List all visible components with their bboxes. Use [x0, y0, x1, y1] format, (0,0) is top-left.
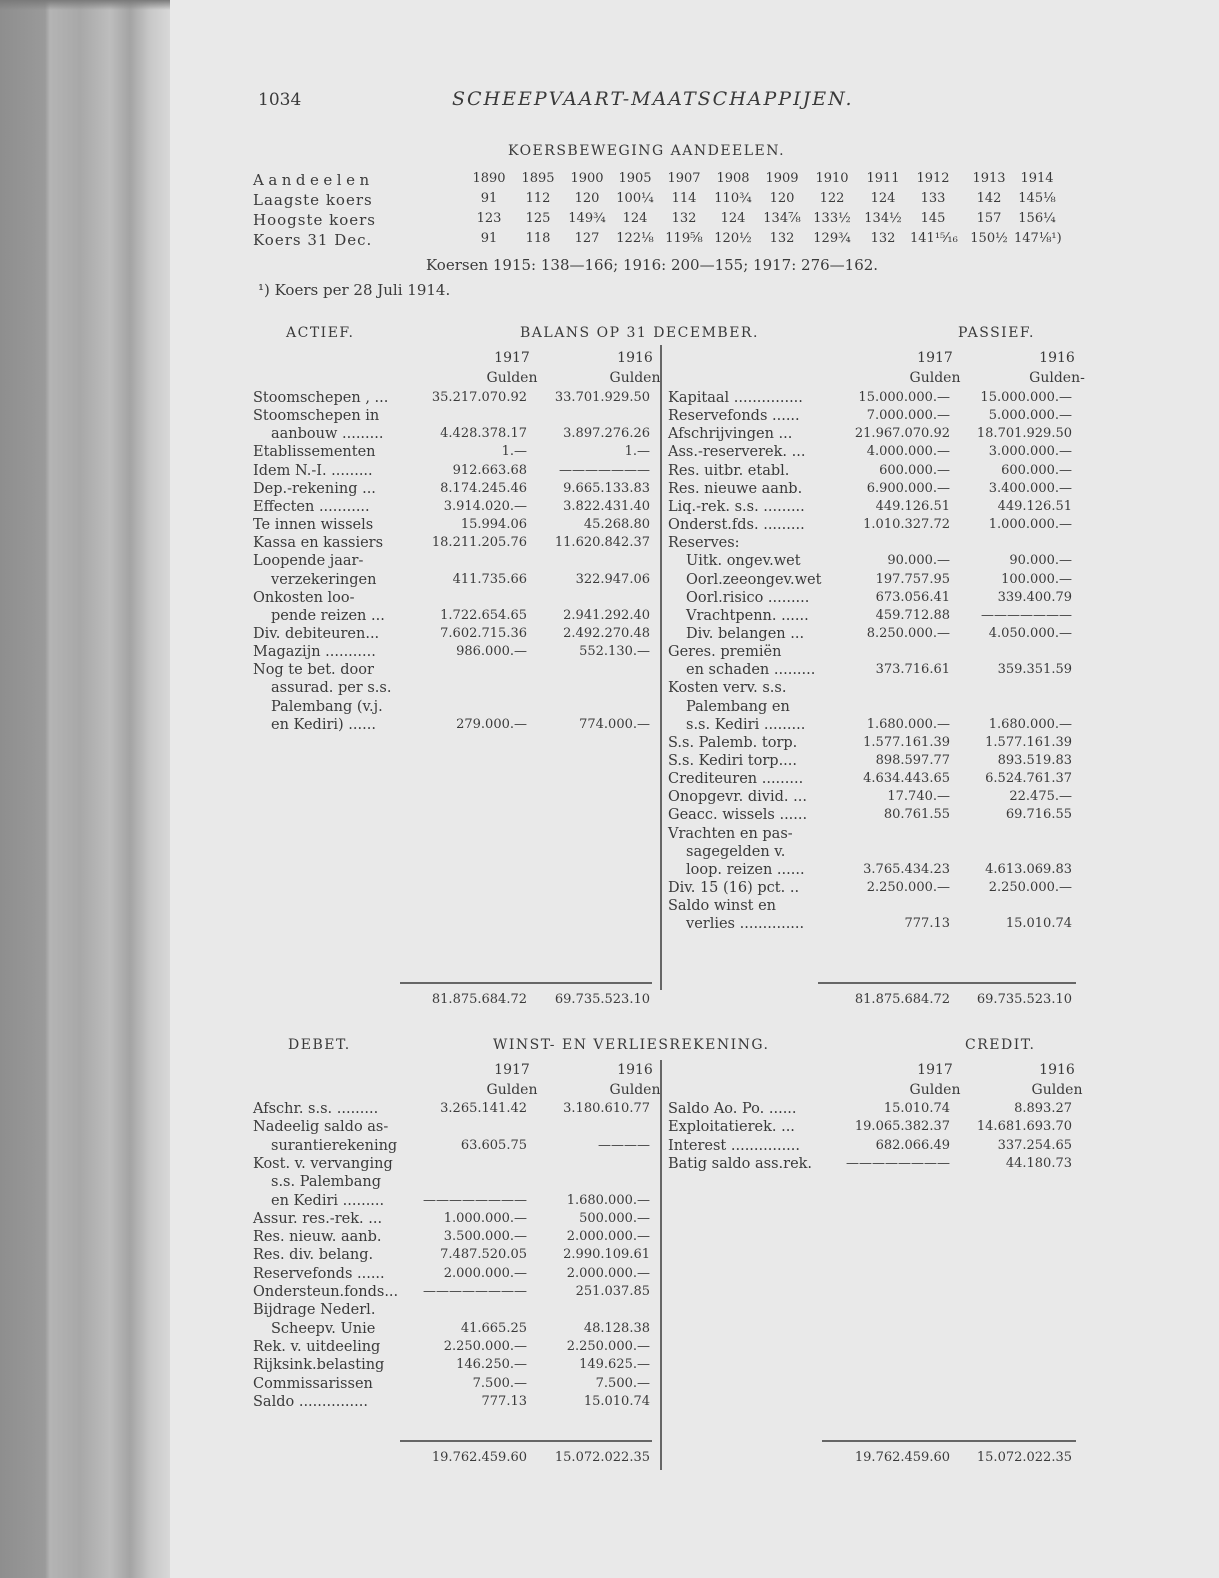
- ledger-label: Crediteuren .........: [668, 771, 804, 788]
- ledger-amount-1916: 3.897.276.26: [563, 426, 650, 442]
- winst-verlies-title: WINST- EN VERLIESREKENING.: [493, 1037, 770, 1053]
- ledger-amount-1916: 18.701.929.50: [976, 426, 1072, 442]
- koers-cell: 132: [870, 231, 896, 246]
- ledger-amount-1917: 373.716.61: [875, 662, 950, 678]
- ledger-amount-1916: 2.941.292.40: [563, 607, 650, 623]
- ledger-label: Res. nieuwe aanb.: [668, 480, 803, 497]
- ledger-amount-1916: 15.000.000.—: [980, 390, 1072, 405]
- ledger-amount-1917: 6.900.000.—: [866, 480, 950, 496]
- ledger-amount-1916: 8.893.27: [1014, 1101, 1072, 1116]
- ledger-label: Interest ...............: [668, 1137, 801, 1154]
- ledger-amount-1917: 35.217.070.92: [431, 390, 527, 405]
- ledger-label: Res. nieuw. aanb.: [253, 1229, 382, 1246]
- balans-left-total-rule: [400, 982, 652, 984]
- ledger-amount-1917: 3.765.434.23: [863, 861, 950, 877]
- ledger-label: Kassa en kassiers: [253, 535, 384, 552]
- ledger-label: assurad. per s.s.: [271, 680, 392, 697]
- ledger-amount-1916: 449.126.51: [997, 498, 1072, 514]
- ledger-amount-1917: 898.597.77: [875, 753, 950, 768]
- ledger-amount-1917: 197.757.95: [875, 571, 950, 587]
- column-unit: Gulden: [1031, 1082, 1083, 1098]
- ledger-amount-1917: 3.265.141.42: [440, 1101, 527, 1116]
- koers-cell: 1911: [866, 171, 900, 186]
- column-unit: Gulden-: [1029, 370, 1085, 386]
- ledger-label: sagegelden v.: [686, 843, 786, 860]
- ledger-amount-1917: 7.500.—: [472, 1375, 527, 1391]
- ledger-amount-1917: 3.500.000.—: [443, 1229, 527, 1245]
- ledger-label: Kapitaal ...............: [668, 390, 803, 406]
- column-unit: Gulden: [909, 1082, 961, 1098]
- ledger-amount-1916: 1.—: [624, 444, 650, 460]
- ledger-amount-1916: 2.000.000.—: [566, 1265, 650, 1281]
- column-year: 1916: [1039, 1062, 1075, 1078]
- koers-cell: 100¼: [616, 191, 654, 206]
- ledger-amount-1916: 7.500.—: [595, 1375, 650, 1391]
- ledger-amount-1916: 1.577.161.39: [985, 734, 1072, 750]
- koers-cell: 132: [769, 231, 795, 246]
- ledger-label: Saldo winst en: [668, 898, 777, 915]
- ledger-label: S.s. Palemb. torp.: [668, 734, 798, 751]
- ledger-label: Liq.-rek. s.s. .........: [668, 498, 805, 515]
- ledger-label: Bijdrage Nederl.: [253, 1302, 376, 1319]
- ledger-label: S.s. Kediri torp....: [668, 753, 798, 769]
- koers-cell: 123: [476, 211, 502, 226]
- ledger-amount-1917: 90.000.—: [887, 553, 950, 569]
- koers-cell: 119⅝: [665, 231, 703, 246]
- column-header-winst_verlies-0: [890, 1060, 980, 1100]
- ledger-amount-1916: 251.037.85: [575, 1284, 650, 1299]
- koers-cell: 133½: [813, 211, 851, 226]
- koers-footnote: ¹) Koers per 28 Juli 1914.: [258, 281, 451, 299]
- ledger-amount-1916: 3.822.431.40: [563, 498, 650, 514]
- koers-cell: 112: [525, 191, 551, 206]
- ledger-amount-1916: 90.000.—: [1009, 553, 1072, 569]
- ledger-label: verzekeringen: [271, 571, 377, 588]
- ledger-amount-1916: 2.000.000.—: [566, 1229, 650, 1245]
- ledger-amount-1916: 2.492.270.48: [563, 625, 650, 641]
- ledger-label: Geres. premiën: [668, 644, 782, 661]
- ledger-amount-1916: 3.400.000.—: [988, 480, 1072, 496]
- total-amount-1916: 15.072.022.35: [976, 1450, 1072, 1465]
- ledger-amount-1917: 777.13: [904, 916, 950, 932]
- koers-cell: 124: [622, 211, 648, 226]
- ledger-amount-1916: 600.000.—: [1001, 462, 1072, 478]
- ledger-amount-1916: ———————: [559, 462, 650, 478]
- ledger-amount-1917: 600.000.—: [879, 462, 950, 478]
- balans-divider: [660, 345, 662, 990]
- ledger-amount-1917: 459.712.88: [875, 607, 950, 623]
- ledger-label: Reservefonds ......: [253, 1265, 385, 1282]
- ledger-amount-1917: 4.428.378.17: [440, 426, 527, 442]
- koers-cell: 141¹⁵⁄₁₆: [910, 231, 958, 246]
- ledger-label: Palembang en: [686, 698, 790, 715]
- koers-cell: 122⅛: [616, 231, 654, 246]
- koers-cell: 132: [671, 211, 697, 226]
- total-amount-1916: 69.735.523.10: [554, 992, 650, 1007]
- ledger-label: Onkosten loo-: [253, 589, 355, 606]
- ledger-label: Res. div. belang.: [253, 1247, 374, 1264]
- koers-cell: 122: [819, 191, 845, 206]
- ledger-label: Ondersteun.fonds...: [253, 1284, 399, 1300]
- koers-cell: 134⅞: [763, 211, 801, 226]
- column-unit: Gulden: [486, 1082, 538, 1098]
- ledger-amount-1916: 337.254.65: [997, 1137, 1072, 1153]
- ledger-amount-1917: 15.000.000.—: [858, 390, 950, 405]
- column-header-winst_verlies-1: [590, 1060, 680, 1100]
- ledger-amount-1916: 4.050.000.—: [988, 625, 1072, 641]
- row-label: Aandeelen: [253, 171, 374, 189]
- ledger-label: Nadeelig saldo as-: [253, 1119, 389, 1136]
- wv-left-total-rule: [400, 1440, 652, 1442]
- koers-cell: 1910: [815, 171, 849, 186]
- ledger-amount-1916: 100.000.—: [1001, 571, 1072, 587]
- ledger-amount-1916: 15.010.74: [583, 1393, 650, 1409]
- column-header-winst_verlies-1: [1012, 1060, 1102, 1100]
- ledger-label: Geacc. wissels ......: [668, 807, 808, 824]
- row-label: Hoogste koers: [253, 211, 376, 229]
- koers-cell: 91: [480, 191, 498, 206]
- ledger-label: Afschrijvingen ...: [668, 426, 793, 443]
- ledger-amount-1916: 2.250.000.—: [566, 1338, 650, 1354]
- ledger-label: Ass.-reserverek. ...: [668, 444, 806, 461]
- winst-verlies-divider: [660, 1060, 662, 1470]
- ledger-amount-1917: 912.663.68: [452, 462, 527, 478]
- koers-cell: 127: [574, 231, 600, 246]
- ledger-amount-1917: 2.250.000.—: [866, 880, 950, 896]
- koers-cell: 133: [920, 191, 946, 206]
- ledger-amount-1917: 1.010.327.72: [863, 517, 950, 533]
- ledger-label: Rek. v. uitdeeling: [253, 1338, 381, 1355]
- ledger-label: Scheepv. Unie: [271, 1320, 376, 1337]
- ledger-amount-1917: 673.056.41: [875, 589, 950, 605]
- ledger-label: Oorl.risico .........: [686, 589, 810, 606]
- koers-cell: 120½: [714, 231, 752, 246]
- ledger-amount-1917: 3.914.020.—: [443, 498, 527, 514]
- ledger-label: Div. 15 (16) pct. ..: [668, 880, 800, 897]
- ledger-label: Etablissementen: [253, 444, 376, 461]
- ledger-amount-1917: 19.065.382.37: [854, 1119, 950, 1135]
- ledger-label: verlies ..............: [686, 916, 805, 933]
- ledger-amount-1916: 14.681.693.70: [976, 1119, 1072, 1135]
- ledger-label: Onderst.fds. .........: [668, 517, 805, 534]
- ledger-amount-1917: ————————: [423, 1192, 527, 1208]
- row-label: Laagste koers: [253, 191, 373, 209]
- koers-cell: 142: [976, 191, 1002, 206]
- column-year: 1917: [917, 350, 953, 366]
- koers-cell: 156¼: [1018, 211, 1056, 226]
- ledger-amount-1917: 15.994.06: [460, 517, 527, 533]
- koers-cell: 120: [574, 191, 600, 206]
- ledger-amount-1916: 1.000.000.—: [988, 517, 1072, 533]
- column-year: 1916: [617, 350, 653, 366]
- ledger-amount-1916: 774.000.—: [579, 716, 650, 732]
- ledger-amount-1917: 1.577.161.39: [863, 734, 950, 750]
- ledger-amount-1916: 552.130.—: [579, 644, 650, 660]
- ledger-amount-1917: 2.000.000.—: [443, 1265, 527, 1281]
- ledger-amount-1917: ————————: [423, 1284, 527, 1299]
- wv-right-total-rule: [822, 1440, 1076, 1442]
- koersen-note: Koersen 1915: 138—166; 1916: 200—155; 1917: 276—162.: [426, 256, 879, 274]
- ledger-amount-1917: 682.066.49: [875, 1137, 950, 1153]
- koers-cell: 125: [525, 211, 551, 226]
- koers-cell: 1914: [1020, 171, 1054, 186]
- ledger-label: Saldo Ao. Po. ......: [668, 1101, 797, 1117]
- ledger-amount-1917: 63.605.75: [460, 1137, 527, 1153]
- ledger-label: Rijksink.belasting: [253, 1357, 385, 1374]
- ledger-amount-1917: 17.740.—: [887, 789, 950, 805]
- ledger-amount-1917: 80.761.55: [883, 807, 950, 823]
- ledger-label: Div. debiteuren...: [253, 625, 380, 642]
- ledger-amount-1917: 7.487.520.05: [440, 1247, 527, 1263]
- ledger-label: en Kediri .........: [271, 1192, 385, 1209]
- ledger-amount-1917: 1.—: [501, 444, 527, 460]
- ledger-amount-1916: 48.128.38: [583, 1320, 650, 1336]
- ledger-amount-1916: ————: [598, 1137, 650, 1153]
- ledger-amount-1916: 15.010.74: [1005, 916, 1072, 932]
- actief-title: ACTIEF.: [286, 325, 355, 341]
- ledger-amount-1916: 4.613.069.83: [985, 861, 1072, 877]
- column-year: 1916: [617, 1062, 653, 1078]
- koers-cell: 114: [671, 191, 697, 206]
- ledger-amount-1916: 2.250.000.—: [988, 880, 1072, 896]
- ledger-label: surantierekening: [271, 1137, 398, 1154]
- ledger-amount-1917: 8.250.000.—: [866, 625, 950, 641]
- ledger-label: Uitk. ongev.wet: [686, 553, 801, 570]
- total-amount-1917: 81.875.684.72: [431, 992, 527, 1007]
- ledger-label: Loopende jaar-: [253, 553, 364, 570]
- koers-cell: 150½: [970, 231, 1008, 246]
- koers-cell: 1895: [521, 171, 555, 186]
- ledger-amount-1917: 146.250.—: [456, 1357, 527, 1373]
- ledger-amount-1916: 2.990.109.61: [563, 1247, 650, 1263]
- running-head: SCHEEPVAART-MAATSCHAPPIJEN.: [452, 88, 854, 110]
- ledger-amount-1916: 149.625.—: [579, 1357, 650, 1373]
- ledger-label: Magazijn ...........: [253, 644, 376, 661]
- column-year: 1917: [494, 350, 530, 366]
- koers-cell: 1909: [765, 171, 799, 186]
- ledger-label: en Kediri) ......: [271, 716, 376, 733]
- ledger-label: Stoomschepen in: [253, 408, 380, 425]
- ledger-amount-1917: 7.602.715.36: [440, 625, 527, 641]
- ledger-amount-1917: 986.000.—: [456, 644, 527, 660]
- koers-cell: 1905: [618, 171, 652, 186]
- koers-cell: 110¾: [714, 191, 752, 206]
- ledger-label: Reservefonds ......: [668, 408, 800, 425]
- ledger-label: Div. belangen ...: [686, 625, 805, 642]
- column-header-balans-0: [890, 348, 980, 388]
- column-header-balans-1: [1012, 348, 1102, 388]
- ledger-label: pende reizen ...: [271, 607, 385, 624]
- ledger-label: Afschr. s.s. .........: [253, 1101, 379, 1117]
- ledger-amount-1917: 411.735.66: [452, 571, 527, 587]
- ledger-amount-1917: 2.250.000.—: [443, 1338, 527, 1354]
- koers-cell: 147⅛¹): [1014, 231, 1062, 246]
- ledger-amount-1916: 5.000.000.—: [988, 408, 1072, 424]
- koers-cell: 124: [870, 191, 896, 206]
- ledger-amount-1917: 1.000.000.—: [443, 1210, 527, 1226]
- ledger-label: Oorl.zeeongev.wet: [686, 571, 822, 588]
- column-year: 1917: [917, 1062, 953, 1078]
- koers-cell: 157: [976, 211, 1002, 226]
- ledger-label: Commissarissen: [253, 1375, 373, 1392]
- column-unit: Gulden: [909, 370, 961, 386]
- debet-title: DEBET.: [288, 1037, 351, 1053]
- balans-title: BALANS OP 31 DECEMBER.: [520, 325, 759, 341]
- passief-title: PASSIEF.: [958, 325, 1035, 341]
- book-binding-edge: [0, 0, 170, 1578]
- balans-right-total-rule: [818, 982, 1076, 984]
- total-amount-1916: 15.072.022.35: [554, 1450, 650, 1465]
- ledger-amount-1917: 15.010.74: [883, 1101, 950, 1116]
- koersbeweging-title: KOERSBEWEGING AANDEELEN.: [508, 143, 786, 159]
- column-unit: Gulden: [486, 370, 538, 386]
- ledger-amount-1916: ———————: [981, 607, 1072, 623]
- ledger-amount-1916: 339.400.79: [997, 589, 1072, 605]
- koers-cell: 124: [720, 211, 746, 226]
- ledger-amount-1916: 6.524.761.37: [985, 771, 1072, 787]
- total-amount-1917: 19.762.459.60: [854, 1450, 950, 1465]
- column-year: 1917: [494, 1062, 530, 1078]
- total-amount-1917: 19.762.459.60: [431, 1450, 527, 1465]
- ledger-label: Vrachten en pas-: [668, 825, 793, 842]
- koers-cell: 1900: [570, 171, 604, 186]
- ledger-label: Onopgevr. divid. ...: [668, 789, 807, 806]
- ledger-amount-1916: 1.680.000.—: [566, 1192, 650, 1208]
- koers-cell: 91: [480, 231, 498, 246]
- ledger-label: Saldo ...............: [253, 1393, 368, 1410]
- koers-cell: 1912: [916, 171, 950, 186]
- ledger-label: Kost. v. vervanging: [253, 1155, 393, 1172]
- koers-cell: 149¾: [568, 211, 606, 226]
- ledger-label: Assur. res.-rek. ...: [253, 1210, 383, 1227]
- ledger-amount-1916: 69.716.55: [1005, 807, 1072, 823]
- ledger-label: Stoomschepen ‚ ...: [253, 390, 389, 406]
- ledger-label: aanbouw .........: [271, 426, 384, 443]
- koers-cell: 1907: [667, 171, 701, 186]
- ledger-amount-1917: 7.000.000.—: [866, 408, 950, 424]
- ledger-amount-1917: 4.634.443.65: [863, 771, 950, 787]
- ledger-amount-1916: 22.475.—: [1009, 789, 1072, 805]
- ledger-amount-1916: 359.351.59: [997, 662, 1072, 678]
- koers-cell: 145: [920, 211, 946, 226]
- ledger-label: s.s. Palembang: [271, 1174, 381, 1191]
- ledger-amount-1917: 21.967.070.92: [854, 426, 950, 442]
- column-header-balans-1: [590, 348, 680, 388]
- koers-cell: 120: [769, 191, 795, 206]
- koers-cell: 118: [525, 231, 551, 246]
- ledger-amount-1917: 8.174.245.46: [440, 480, 527, 496]
- ledger-amount-1917: 1.722.654.65: [440, 607, 527, 623]
- ledger-label: Res. uitbr. etabl.: [668, 462, 790, 479]
- ledger-label: Batig saldo ass.rek.: [668, 1155, 813, 1172]
- ledger-label: Nog te bet. door: [253, 662, 374, 679]
- ledger-amount-1916: 893.519.83: [997, 753, 1072, 768]
- ledger-label: Reserves:: [668, 535, 740, 552]
- row-label: Koers 31 Dec.: [253, 231, 373, 249]
- ledger-amount-1916: 3.180.610.77: [563, 1101, 650, 1116]
- ledger-label: Te innen wissels: [253, 517, 374, 534]
- ledger-amount-1917: 18.211.205.76: [431, 535, 527, 551]
- ledger-label: Kosten verv. s.s.: [668, 680, 787, 697]
- ledger-amount-1917: 279.000.—: [456, 716, 527, 732]
- credit-title: CREDIT.: [965, 1037, 1036, 1053]
- ledger-amount-1917: 4.000.000.—: [866, 444, 950, 460]
- ledger-amount-1917: 449.126.51: [875, 498, 950, 514]
- ledger-amount-1916: 33.701.929.50: [554, 390, 650, 405]
- ledger-amount-1916: 3.000.000.—: [988, 444, 1072, 460]
- ledger-label: Effecten ...........: [253, 498, 370, 515]
- ledger-amount-1917: ————————: [846, 1155, 950, 1171]
- ledger-label: Exploitatierek. ...: [668, 1119, 795, 1136]
- koers-cell: 129¾: [813, 231, 851, 246]
- column-header-winst_verlies-0: [467, 1060, 557, 1100]
- ledger-label: Idem N.-I. .........: [253, 462, 373, 479]
- ledger-label: s.s. Kediri .........: [686, 716, 806, 733]
- ledger-amount-1917: 1.680.000.—: [866, 716, 950, 732]
- column-header-balans-0: [467, 348, 557, 388]
- total-amount-1917: 81.875.684.72: [854, 992, 950, 1007]
- ledger-amount-1916: 500.000.—: [579, 1210, 650, 1226]
- ledger-amount-1916: 45.268.80: [583, 517, 650, 533]
- column-unit: Gulden: [609, 370, 661, 386]
- total-amount-1916: 69.735.523.10: [976, 992, 1072, 1007]
- ledger-amount-1916: 9.665.133.83: [563, 480, 650, 496]
- ledger-amount-1917: 777.13: [481, 1393, 527, 1409]
- ledger-amount-1916: 44.180.73: [1005, 1155, 1072, 1171]
- ledger-label: loop. reizen ......: [686, 861, 805, 878]
- ledger-label: Dep.-rekening ...: [253, 480, 376, 497]
- ledger-label: en schaden .........: [686, 662, 816, 679]
- page-number: 1034: [258, 90, 302, 110]
- koers-cell: 145⅛: [1018, 191, 1056, 206]
- koers-cell: 134½: [864, 211, 902, 226]
- koers-cell: 1908: [716, 171, 750, 186]
- ledger-amount-1917: 41.665.25: [460, 1320, 527, 1336]
- ledger-amount-1916: 322.947.06: [575, 571, 650, 587]
- ledger-label: Vrachtpenn. ......: [686, 607, 809, 624]
- column-unit: Gulden: [609, 1082, 661, 1098]
- ledger-amount-1916: 11.620.842.37: [554, 535, 650, 551]
- column-year: 1916: [1039, 350, 1075, 366]
- ledger-label: Palembang (v.j.: [271, 698, 383, 715]
- ledger-amount-1916: 1.680.000.—: [988, 716, 1072, 732]
- koers-cell: 1913: [972, 171, 1006, 186]
- koers-cell: 1890: [472, 171, 506, 186]
